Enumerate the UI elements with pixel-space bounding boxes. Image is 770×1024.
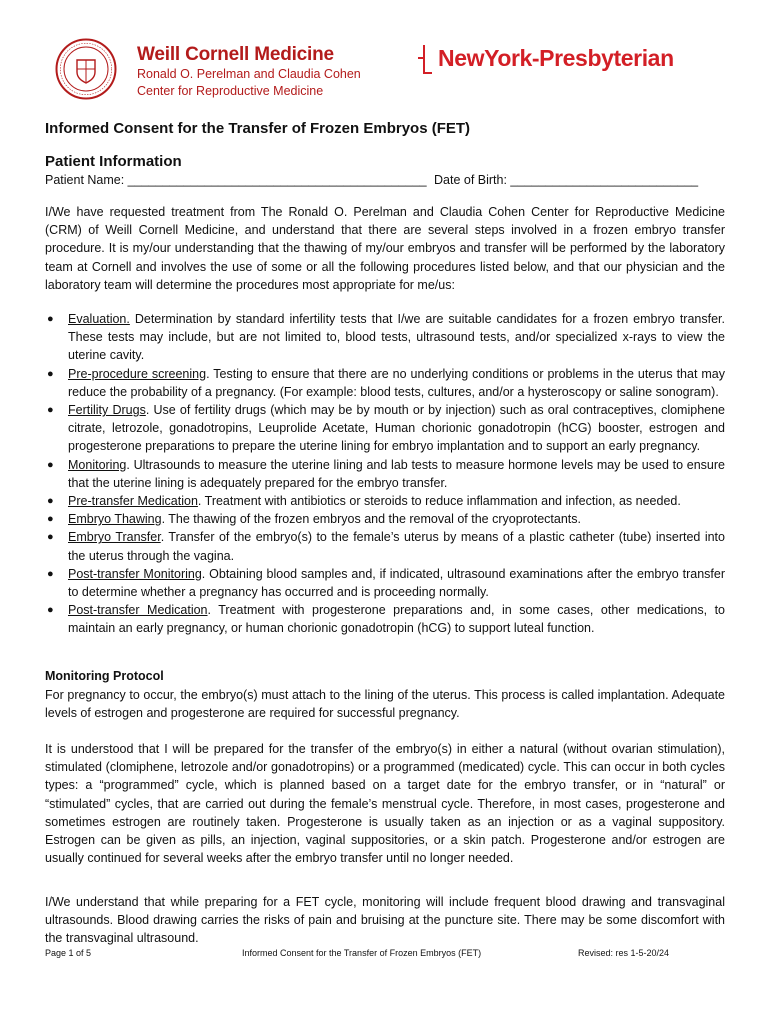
bullet-icon: ● — [47, 531, 54, 544]
procedure-description: . The thawing of the frozen embryos and the removal of the cryoprotectants. — [161, 512, 582, 527]
bullet-icon: ● — [47, 313, 54, 325]
list-item — [45, 365, 725, 401]
patient-fields-row — [45, 173, 735, 187]
list-item — [45, 401, 725, 456]
procedure-description: . Treatment with progesterone preparations and, in some cases, other medications, to maintain an early pregnancy, or human chorionic gonadotropin (hCG) to support luteal function. — [68, 603, 725, 636]
weill-cornell-title: Weill Cornell Medicine — [137, 44, 334, 65]
bullet-icon: ● — [47, 495, 54, 508]
document-title: Informed Consent for the Transfer of Frozen Embryos (FET) — [45, 120, 471, 137]
monitoring-paragraph: For pregnancy to occur, the embryo(s) must attach to the lining of the uterus. This process is called implantation. Adequate levels of estrogen and progesterone are required for successful pregnancy. — [45, 688, 725, 721]
list-item — [45, 528, 725, 564]
patient-name-field[interactable]: Patient Name: ___________________________________________ — [45, 173, 427, 187]
procedure-description: . Transfer of the embryo(s) to the female’s uterus by means of a plastic catheter (tube) inserted into the uterus through the vagina. — [68, 530, 725, 563]
bullet-icon: ● — [47, 513, 54, 526]
revision-date: Revised: res 1-5-20/24 — [578, 948, 670, 958]
procedure-description: . Obtaining blood samples and, if indicated, ultrasound examinations after the embryo transfer to determine whether a pregnancy has occurred and is proceeding normally. — [68, 566, 725, 600]
intro-paragraph: I/We have requested treatment from The Ronald O. Perelman and Claudia Cohen Center for Reproductive Medicine (CRM) of Weill Cornell Medicine, and understand that there are several steps involved in a frozen embryo transfer procedure. It is my/our understanding that the thawing of my/our embryos and transfer will be performed by the laboratory team at Cornell and involves the use of some or all the following procedures listed below, and that our physician and the laboratory team will determine the procedures most appropriate for me/us: — [45, 205, 725, 292]
bullet-icon: ● — [47, 458, 54, 471]
list-item — [45, 565, 725, 601]
procedure-term: Fertility Drugs — [68, 403, 146, 418]
newyork-presbyterian-logo: NewYork-Presbyterian — [438, 45, 674, 71]
procedure-term: Embryo Transfer — [68, 530, 161, 545]
procedure-description: Determination by standard infertility tests that I/we are suitable candidates for a frozen embryo transfer. These tests may include, but are not limited to, blood tests, ultrasound tests, and/or specialized x-rays to view the uterine cavity. — [68, 312, 725, 363]
bullet-icon: ● — [47, 404, 54, 417]
bullet-icon: ● — [47, 604, 54, 617]
procedure-term: Embryo Thawing — [68, 512, 162, 527]
cornell-seal-icon — [55, 38, 117, 100]
list-item — [45, 310, 725, 365]
procedure-term: Pre-procedure screening — [68, 366, 207, 381]
procedure-description: . Treatment with antibiotics or steroids to reduce inflammation and infection, as needed. — [197, 494, 681, 509]
monitoring-protocol-heading: Monitoring Protocol — [45, 669, 164, 683]
list-item — [45, 601, 725, 637]
procedure-term: Evaluation. — [68, 312, 130, 326]
procedure-description: . Use of fertility drugs (which may be by mouth or by injection) such as oral contraceptives, clomiphene citrate, letrozole, gonadotropins, Leuprolide Acetate, Human chorionic gonadotropin (hCG) booster, estrogen and progesterone preparations to prepare the uterine lining for embryo implantation and to support an early pregnancy. — [68, 403, 726, 454]
nyp-mark-icon — [416, 44, 434, 74]
procedure-description: . Testing to ensure that there are no underlying conditions or problems in the uterus that may reduce the probability of a pregnancy. (For example: blood tests, cultures, and/or a hysteroscopy or saline sonogram). — [68, 366, 725, 399]
procedure-description: . Ultrasounds to measure the uterine lining and lab tests to measure hormone levels may be used to ensure that the uterine lining is adequately prepared for the embryo transfer. — [68, 457, 725, 490]
cycle-paragraph: It is understood that I will be prepared for the transfer of the embryo(s) in either a natural (without ovarian stimulation), stimulated (clomiphene, letrozole and/or gonadotropins) or a programmed (medicated) cycle. This can occur in both cycles types: a “programmed” cycle, which is planned based on a target date for the embryo transfer, or in “natural” or “stimulated” cycles, that are carried out during the female’s menstrual cycle. Therefore, in most cases, progesterone and sometimes estrogen are routinely taken. Progesterone is usually taken as an injection or as a vaginal suppository. Estrogen can be given as pills, an injection, vaginal suppositories, or a skin patch. Progesterone and/or estrogen are usually continued for several weeks after the embryo transfer until no longer needed. — [45, 742, 725, 866]
bullet-icon: ● — [47, 367, 54, 380]
procedure-term: Post-transfer Monitoring — [68, 566, 202, 581]
footer-document-title: Informed Consent for the Transfer of Frozen Embryos (FET) — [242, 948, 482, 958]
list-item — [45, 456, 725, 492]
center-name-line1: Ronald O. Perelman and Claudia Cohen — [137, 67, 361, 81]
date-of-birth-field[interactable]: Date of Birth: ___________________________ — [434, 173, 699, 187]
patient-information-heading: Patient Information — [45, 153, 182, 170]
procedure-term: Monitoring — [68, 457, 127, 472]
blood-drawing-paragraph: I/We understand that while preparing for a FET cycle, monitoring will include frequent blood drawing and transvaginal ultrasounds. Blood drawing carries the risks of pain and bruising at the puncture site. There may be some discomfort with the transvaginal ultrasound. — [45, 895, 725, 946]
procedure-term: Pre-transfer Medication — [68, 494, 198, 509]
page-number: Page 1 of 5 — [45, 948, 92, 958]
list-item — [45, 510, 725, 528]
bullet-icon: ● — [47, 567, 54, 580]
procedure-list — [45, 310, 725, 638]
center-name-line2: Center for Reproductive Medicine — [137, 84, 324, 98]
list-item — [45, 492, 725, 510]
procedure-term: Post-transfer Medication — [68, 603, 208, 618]
